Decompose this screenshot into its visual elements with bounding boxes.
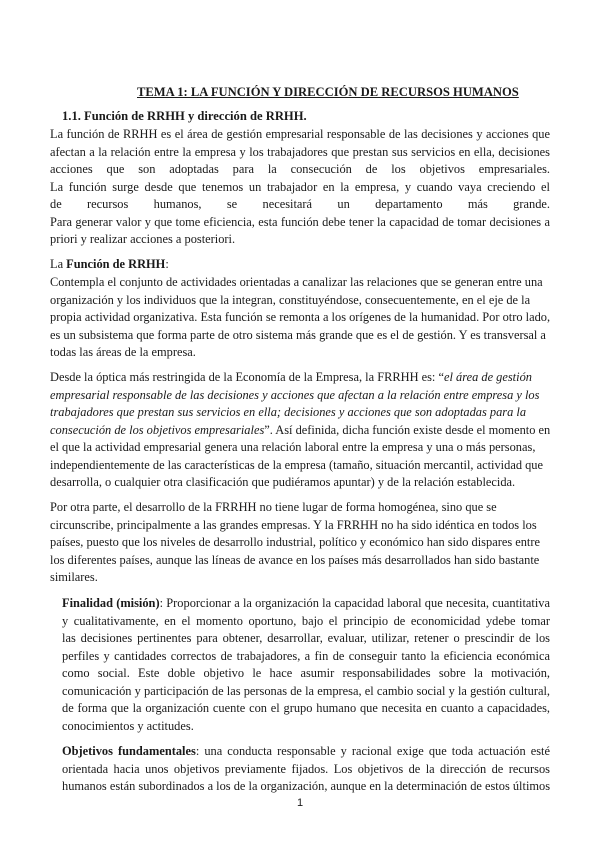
text-line xyxy=(50,126,550,144)
text-run: todas las áreas de la empresa. xyxy=(50,345,196,359)
intro-paragraph xyxy=(50,126,550,249)
objetivos-paragraph xyxy=(62,743,550,796)
text-run: La función surge desde que tenemos un trabajador en la empresa, y cuando vaya creciendo el xyxy=(50,179,550,194)
text-run: las decisiones pertinentes para obtener, desarrollar, evaluar, utilizar, retener o prescindir de los xyxy=(62,631,550,645)
text-line xyxy=(50,517,550,535)
text-run: conocimientos y actitudes. xyxy=(62,718,194,733)
text-run: La xyxy=(50,257,67,271)
text-line xyxy=(50,369,550,387)
text-run: Desde la óptica más restringida de la Economía de la Empresa, la FRRHH es: “ xyxy=(50,370,444,384)
text-run: : xyxy=(165,257,169,271)
italic-text: empresarial responsable de las decisiones y acciones que afectan a la relación entre empresa y los xyxy=(50,387,540,402)
text-run: acciones que son adoptadas para la consecución de los objetivos empresariales. xyxy=(50,162,550,176)
text-run: humanos están subordinados a los de la organización, aunque en la determinación de estos últimos xyxy=(62,779,551,793)
text-run: organización y los individuos que la integran, constituyéndose, consecuentemente, en el eje de la xyxy=(50,292,531,307)
text-line xyxy=(62,630,550,648)
text-line xyxy=(50,499,550,517)
text-run: : una conducta responsable y racional exige que toda actuación esté xyxy=(195,744,550,758)
text-line xyxy=(50,292,550,310)
text-line xyxy=(50,309,550,327)
italic-text: trabajadores que prestan sus servicios en ella; decisiones y acciones que son adoptadas para la xyxy=(50,405,527,419)
text-run: ”. Así definida, dicha función existe desde el momento en xyxy=(264,422,551,437)
text-line xyxy=(62,700,550,718)
document-title: TEMA 1: LA FUNCIÓN Y DIRECCIÓN DE RECURSOS HUMANOS xyxy=(137,85,519,99)
text-run: es un subsistema que forma parte de otro sistema más grande que es el de gestión. Y es transversal a xyxy=(50,327,546,342)
text-run: Por otra parte, el desarrollo de la FRRHH no tiene lugar de forma homogénea, sino que se xyxy=(50,500,497,514)
finalidad-paragraph xyxy=(62,595,550,735)
text-run: países, puesto que los niveles de desarrollo industrial, político y económico han sido dispares entre xyxy=(50,535,541,549)
text-line xyxy=(50,534,550,552)
text-line xyxy=(50,214,550,232)
text-run: Contempla el conjunto de actividades orientadas a canalizar las relaciones que se generan entre una xyxy=(50,275,543,289)
text-line xyxy=(50,231,550,249)
contempla-paragraph xyxy=(50,274,550,362)
text-run: comunicación y participación de las personas de la empresa, el cambio social y la gestión cultural, xyxy=(62,683,550,698)
text-line xyxy=(62,743,550,761)
text-run: perfiles y cantidades correctos de trabajadores, a fin de conseguir tanto la eficiencia económica xyxy=(62,648,550,663)
text-run: como social. Este doble objetivo le hace asumir responsabilidades sobre la motivación, xyxy=(62,666,550,680)
text-run: similares. xyxy=(50,570,98,584)
page-number: 1 xyxy=(297,797,304,809)
text-line xyxy=(62,613,550,631)
text-run: circunscribe, principalmente a las grandes empresas. Y la FRRHH no ha sido idéntica en todos los xyxy=(50,517,537,532)
text-line xyxy=(62,648,550,666)
text-line xyxy=(62,778,550,796)
text-run: independientemente de las características de la empresa (tamaño, situación mercantil, actividad que xyxy=(50,457,543,472)
text-line xyxy=(50,196,550,214)
text-line xyxy=(50,327,550,345)
text-line xyxy=(50,569,550,587)
text-line xyxy=(50,404,550,422)
text-line xyxy=(62,761,550,779)
text-run: propia actividad organizativa. Esta función se remonta a los orígenes de la humanidad. Por otro lado, xyxy=(50,310,551,324)
desarrollo-paragraph xyxy=(50,499,550,587)
text-run: Para generar valor y que tome eficiencia, esta función debe tener la capacidad de tomar decisiones a xyxy=(50,214,550,229)
text-line xyxy=(50,161,550,179)
text-run: priori y realizar acciones a posteriori. xyxy=(50,232,236,246)
text-run: de forma que la organización cuente con el grupo humano que necesita en cuanto a capacidades, xyxy=(62,701,550,715)
text-run: afectan a la relación entre la empresa y los trabajadores que prestan sus servicios en ella, decisiones xyxy=(50,144,550,159)
text-line xyxy=(62,595,550,613)
text-line xyxy=(50,256,550,274)
bold-text: Función de RRHH xyxy=(66,257,166,271)
text-line xyxy=(50,474,550,492)
text-line xyxy=(50,144,550,162)
text-run: y cualitativamente, en el momento oportuno, bajo el principio de economicidad ydebe tomar xyxy=(62,613,550,628)
text-line xyxy=(50,422,550,440)
text-line xyxy=(50,552,550,570)
funcion-label xyxy=(50,256,550,274)
section-heading: 1.1. Función de RRHH y dirección de RRHH. xyxy=(62,109,307,123)
text-line xyxy=(62,665,550,683)
text-line xyxy=(50,274,550,292)
text-run: los diferentes países, aunque las líneas de avance en los países más desarrollados han sido bastante xyxy=(50,552,540,567)
text-line xyxy=(50,457,550,475)
text-run: el que la actividad empresarial genera una relación laboral entre la empresa y una o más personas, xyxy=(50,440,536,454)
text-run: La función de RRHH es el área de gestión empresarial responsable de las decisiones y acciones que xyxy=(50,127,550,141)
text-line xyxy=(50,344,550,362)
text-line xyxy=(50,439,550,457)
bold-text: Objetivos fundamentales xyxy=(62,744,196,758)
text-run: desarrolla, o cualquier otra clasificación que pudiéramos apuntar) y de la relación establecida. xyxy=(50,475,516,489)
italic-text: consecución de los objetivos empresariales xyxy=(50,422,265,437)
italic-text: el área de gestión xyxy=(443,370,532,384)
definicion-paragraph xyxy=(50,369,550,492)
text-run: : Proporcionar a la organización la capacidad laboral que necesita, cuantitativa xyxy=(159,596,550,610)
text-run: orientada hacia unos objetivos previamente fijados. Los objetivos de la dirección de recursos xyxy=(62,761,550,776)
text-line xyxy=(62,683,550,701)
text-line xyxy=(50,387,550,405)
bold-text: Finalidad (misión) xyxy=(62,596,160,610)
text-run: de recursos humanos, se necesitará un departamento más grande. xyxy=(50,197,550,211)
text-line xyxy=(50,179,550,197)
text-line xyxy=(62,718,550,736)
